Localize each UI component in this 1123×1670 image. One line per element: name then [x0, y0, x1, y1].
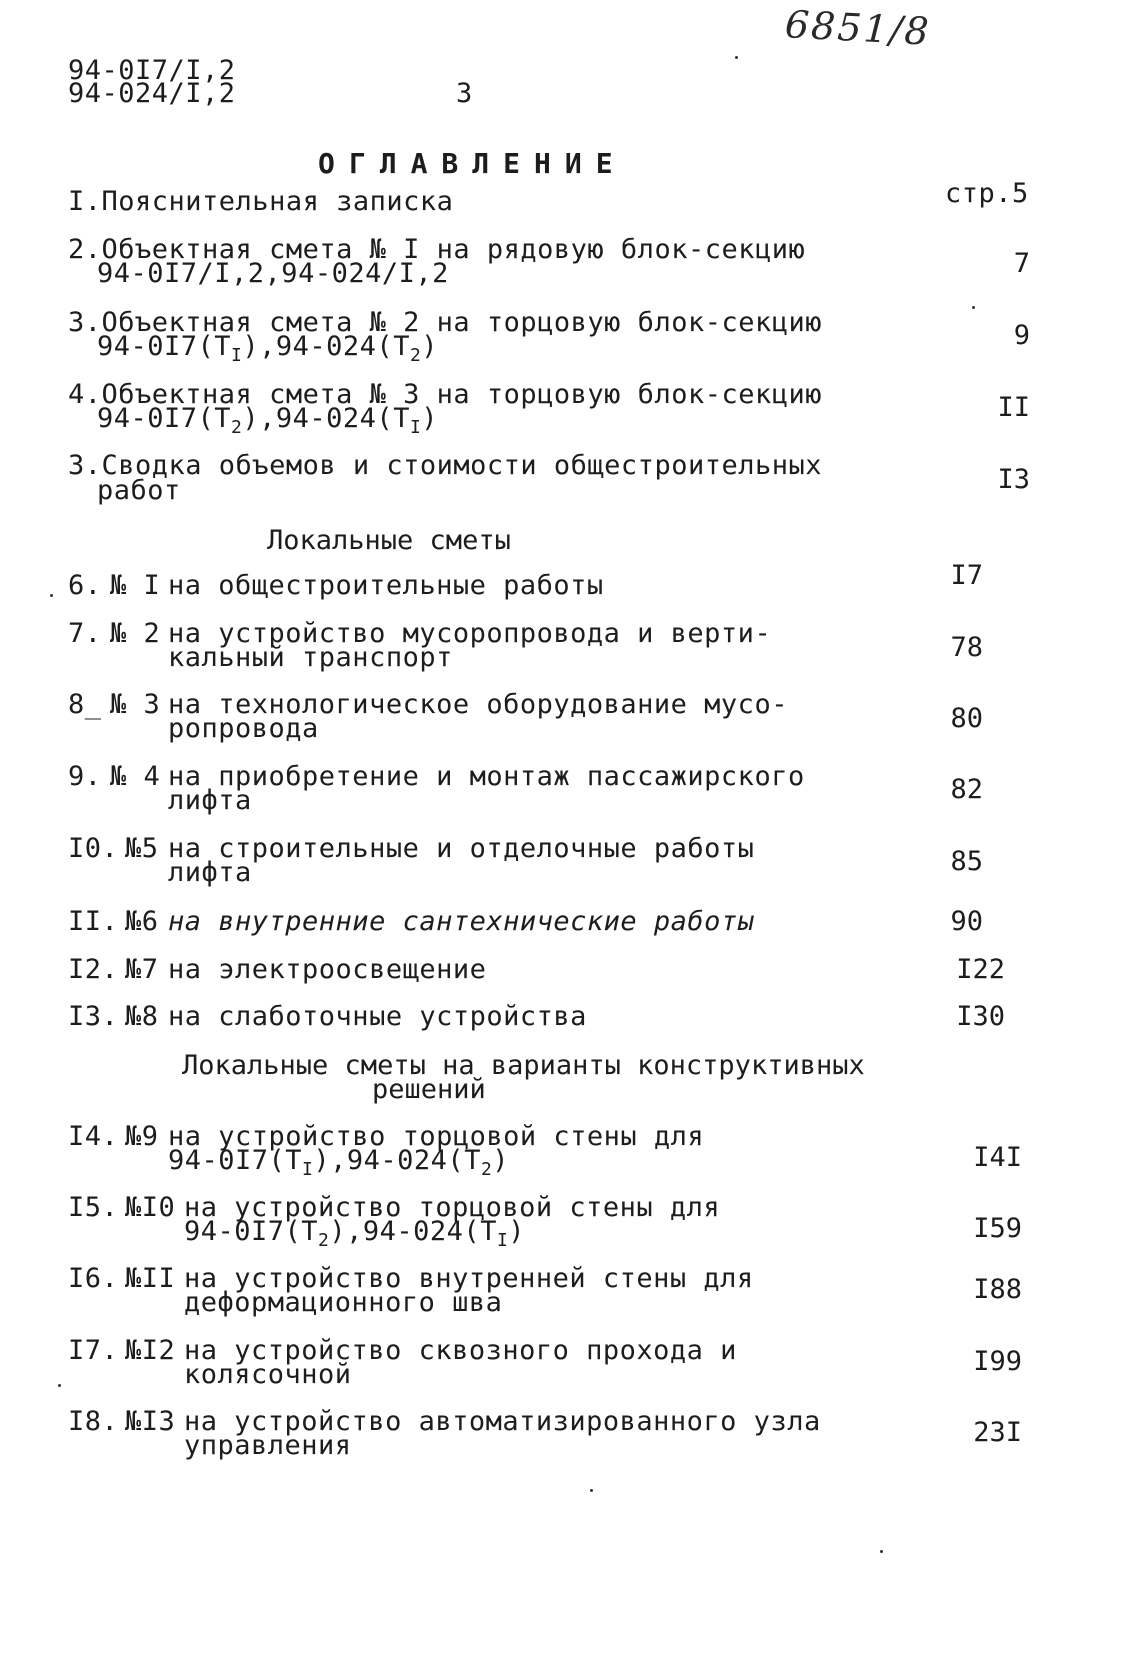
local-item-8-line1: на технологическое оборудование мусо-	[168, 689, 788, 720]
local-item-11-page: 90	[950, 906, 983, 937]
document-code-1: 94-0I7/I,2	[68, 55, 236, 86]
local-item-9-line1: на приобретение и монтаж пассажирского	[168, 761, 805, 792]
local-item-12-estimate: №7	[125, 954, 159, 985]
local-item-10-line2: лифта	[168, 857, 252, 888]
toc-entry-3-line1: 3.Объектная смета № 2 на торцовую блок-секцию	[68, 307, 822, 338]
local-item-10-line1: на строительные и отделочные работы	[168, 833, 755, 864]
toc-entry-4-page: II	[997, 392, 1030, 423]
variant-item-18-line1: на устройство автоматизированного узла	[184, 1406, 821, 1437]
scan-speck	[880, 1550, 883, 1553]
local-item-12-line1: на электроосвещение	[168, 954, 487, 985]
local-item-11-number: II.	[68, 906, 119, 937]
local-item-7-estimate: № 2	[110, 618, 161, 649]
local-item-10-estimate: №5	[125, 833, 159, 864]
variant-item-17-page: I99	[973, 1346, 1022, 1377]
scan-speck	[58, 1384, 61, 1387]
document-code-2: 94-024/I,2	[68, 78, 236, 109]
local-item-9-number: 9.	[68, 761, 102, 792]
variant-item-16-estimate: №II	[125, 1263, 176, 1294]
section-heading-variants-line2: решений	[372, 1074, 486, 1105]
scan-speck	[735, 56, 738, 59]
local-item-13-line1: на слаботочные устройства	[168, 1001, 587, 1032]
local-item-7-page: 78	[950, 632, 983, 663]
variant-item-18-line2: управления	[184, 1430, 352, 1461]
variant-item-14-line1: на устройство торцовой стены для	[168, 1121, 705, 1152]
toc-entry-5-line2: работ	[97, 475, 181, 506]
local-item-6-line1: на общестроительные работы	[168, 570, 604, 601]
local-item-11-estimate: №6	[125, 906, 159, 937]
variant-item-15-line1: на устройство торцовой стены для	[184, 1192, 721, 1223]
local-item-9-page: 82	[950, 774, 983, 805]
toc-entry-4-line2: $94-0I7(T_2),94-024(T_I)$	[97, 403, 439, 438]
local-item-6-estimate: № I	[110, 570, 161, 601]
variant-item-16-number: I6.	[68, 1263, 119, 1294]
scan-speck	[590, 1489, 593, 1492]
variant-item-14-estimate: №9	[125, 1121, 159, 1152]
scan-speck	[50, 594, 53, 597]
page-number: 3	[456, 78, 473, 109]
toc-entry-3-line2: $94-0I7(T_I),94-024(T_2)$	[97, 331, 439, 366]
local-item-8-page: 80	[950, 703, 983, 734]
local-item-12-number: I2.	[68, 954, 119, 985]
local-item-13-number: I3.	[68, 1001, 119, 1032]
local-item-11-line1: на внутренние сантехнические работы	[168, 906, 755, 937]
handwritten-archive-number: 6851/8	[783, 2, 932, 54]
variant-item-16-line1: на устройство внутренней стены для	[184, 1263, 754, 1294]
variant-item-16-line2: деформационного шва	[184, 1287, 503, 1318]
variant-item-18-page: 23I	[973, 1417, 1022, 1448]
local-item-10-page: 85	[950, 846, 983, 877]
toc-entry-2-line2: 94-0I7/I,2,94-024/I,2	[97, 258, 449, 289]
toc-entry-1-page: стр.5	[945, 178, 1029, 209]
local-item-6-page: I7	[950, 560, 983, 591]
local-item-7-line1: на устройство мусоропровода и верти-	[168, 618, 772, 649]
variant-item-17-number: I7.	[68, 1335, 119, 1366]
variant-item-14-page: I4I	[973, 1142, 1022, 1173]
variant-item-17-line2: колясочной	[184, 1359, 352, 1390]
local-item-8-estimate: № 3	[110, 689, 161, 720]
toc-entry-3-page: 9	[1013, 320, 1030, 351]
variant-item-16-page: I88	[973, 1274, 1022, 1305]
local-item-8-line2: ропровода	[168, 713, 319, 744]
local-item-12-page: I22	[956, 954, 1005, 985]
variant-item-17-estimate: №I2	[125, 1335, 176, 1366]
local-item-10-number: I0.	[68, 833, 119, 864]
local-item-7-number: 7.	[68, 618, 102, 649]
toc-entry-4-line1: 4.Объектная смета № 3 на торцовую блок-секцию	[68, 379, 822, 410]
local-item-7-line2: кальный транспорт	[168, 642, 453, 673]
variant-item-18-estimate: №I3	[125, 1406, 176, 1437]
local-item-8-number: 8_	[68, 689, 102, 720]
toc-entry-5-page: I3	[997, 464, 1030, 495]
local-item-9-line2: лифта	[168, 785, 252, 816]
page-title: ОГЛАВЛЕНИЕ	[318, 147, 627, 180]
toc-entry-2-line1: 2.Объектная смета № I на рядовую блок-секцию	[68, 234, 806, 265]
variant-item-14-number: I4.	[68, 1121, 119, 1152]
variant-item-14-line2: $94-0I7(T_I),94-024(T_2)$	[168, 1145, 510, 1180]
variant-item-17-line1: на устройство сквозного прохода и	[184, 1335, 737, 1366]
local-item-6-number: 6.	[68, 570, 102, 601]
variant-item-15-estimate: №I0	[125, 1192, 176, 1223]
variant-item-15-number: I5.	[68, 1192, 119, 1223]
variant-item-18-number: I8.	[68, 1406, 119, 1437]
section-heading-local-estimates: Локальные сметы	[267, 525, 511, 556]
local-item-13-page: I30	[956, 1001, 1005, 1032]
toc-entry-2-page: 7	[1013, 248, 1030, 279]
local-item-13-estimate: №8	[125, 1001, 159, 1032]
scan-speck	[972, 306, 975, 309]
toc-entry-1-line1: I.Пояснительная записка	[68, 186, 454, 217]
toc-entry-5-line1: 3.Сводка объемов и стоимости общестроительных	[68, 450, 822, 481]
variant-item-15-line2: $94-0I7(T_2),94-024(T_I)$	[184, 1216, 526, 1251]
local-item-9-estimate: № 4	[110, 761, 161, 792]
variant-item-15-page: I59	[973, 1213, 1022, 1244]
section-heading-variants-line1: Локальные сметы на варианты конструктивных	[182, 1050, 865, 1081]
